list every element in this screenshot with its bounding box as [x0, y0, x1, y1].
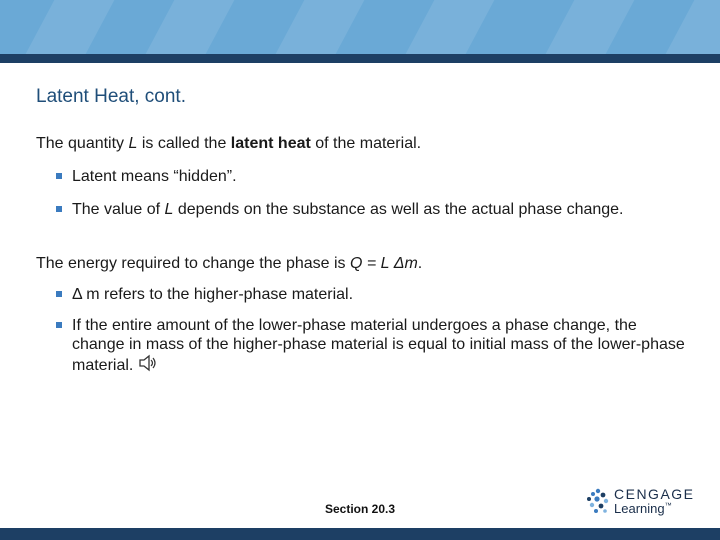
bullet-item [56, 200, 692, 219]
banner-tile [406, 0, 495, 54]
logo-subword-text: Learning [614, 501, 665, 516]
bullet-marker [56, 173, 62, 179]
bullet-text: If the entire amount of the lower-phase material undergoes a phase change, the change in mass of the higher-phase material is equal to initial mass of the lower-phase material. [72, 317, 685, 374]
bullet-item [56, 316, 692, 375]
text-fragment: . [417, 255, 423, 272]
banner-tile [546, 0, 635, 54]
slide-title: Latent Heat, cont. [36, 86, 186, 107]
banner-tile [26, 0, 115, 54]
text-fragment: The quantity [36, 135, 129, 152]
bullet-item [56, 285, 692, 304]
term-latent-heat: latent heat [230, 135, 311, 152]
paragraph-energy [36, 254, 422, 273]
logo-wordmark: CENGAGE [614, 486, 695, 502]
footer-bar [0, 528, 720, 540]
cengage-logo [584, 486, 694, 518]
banner-tile [276, 0, 365, 54]
cengage-dots-icon [584, 488, 610, 516]
header-banner [0, 0, 720, 54]
bullet-marker [56, 291, 62, 297]
bullet-marker [56, 206, 62, 212]
bullet-marker [56, 322, 62, 328]
variable-l: L [164, 201, 174, 218]
logo-subword [614, 501, 672, 516]
variable-l: L [128, 135, 138, 152]
text-fragment: The energy required to change the phase is [36, 255, 350, 272]
paragraph-latent-heat [36, 134, 421, 153]
banner-tile [666, 0, 720, 54]
banner-tile [146, 0, 235, 54]
header-bar [0, 54, 720, 63]
text-fragment: is called the [137, 135, 231, 152]
section-label: Section 20.3 [324, 502, 396, 516]
trademark-symbol: ™ [664, 502, 672, 510]
speaker-icon[interactable] [138, 354, 158, 372]
text-fragment: of the material. [310, 135, 422, 152]
equation: Q = L Δm [349, 255, 418, 272]
bullet-item [56, 167, 692, 186]
bullet-text: Latent means “hidden”. [72, 168, 237, 185]
text-fragment: The value of [72, 201, 165, 218]
bullet-text: Δ m refers to the higher-phase material. [72, 286, 354, 303]
text-fragment: depends on the substance as well as the actual phase change. [173, 201, 624, 218]
